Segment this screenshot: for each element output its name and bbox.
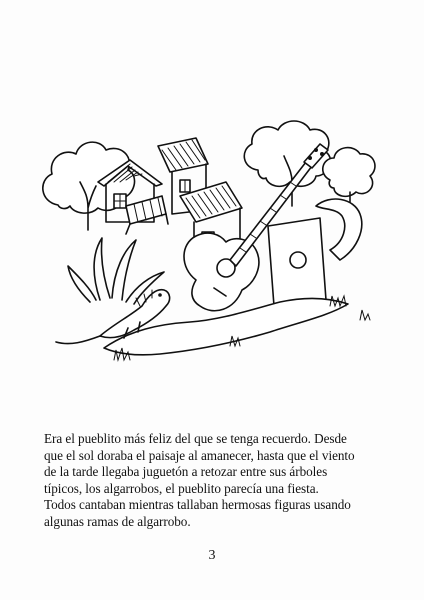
story-line: típicos, los algarrobos, el pueblito parecía una fiesta. <box>44 480 319 496</box>
agave-plant <box>68 238 164 304</box>
awning <box>126 196 168 234</box>
story-text <box>44 431 400 530</box>
wooden-box <box>268 218 326 306</box>
page-number: 3 <box>208 548 216 563</box>
story-line: algunas ramas de algarrobo. <box>44 513 191 529</box>
story-line: que el sol doraba el paisaje al amanecer, hasta que el viento <box>44 447 355 463</box>
story-line: de la tarde llegaba juguetón a retozar entre sus árboles <box>44 464 328 479</box>
story-line: Era el pueblito más feliz del que se tenga recuerdo. Desde <box>44 431 347 446</box>
tree-left <box>43 142 135 230</box>
coloring-illustration <box>30 110 400 380</box>
story-line: Todos cantaban mientras tallaban hermosas figuras usando <box>44 497 351 512</box>
